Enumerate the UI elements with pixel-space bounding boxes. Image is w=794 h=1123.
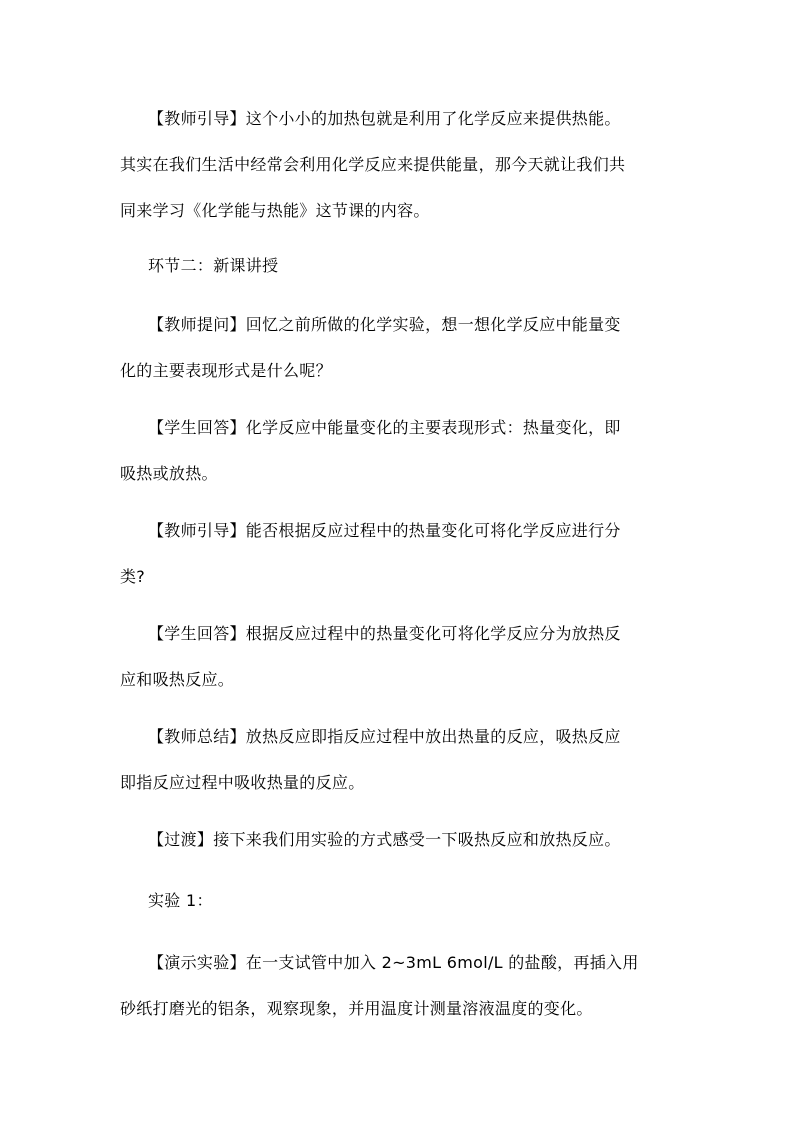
paragraph-teacher-summary [120, 714, 680, 806]
paragraph-transition [120, 817, 680, 863]
text-line: 【学生回答】化学反应中能量变化的主要表现形式：热量变化，即 [148, 418, 621, 437]
text-line: 环节二：新课讲授 [148, 256, 279, 275]
paragraph-teacher-guidance-2 [120, 508, 680, 600]
text-line: 即指反应过程中吸收热量的反应。 [120, 773, 365, 792]
text-line: 【演示实验】在一支试管中加入 2~3mL 6mol/L 的盐酸，再插入用 [148, 953, 639, 972]
text-line: 类? [120, 567, 146, 586]
section-heading-new-lesson [120, 243, 680, 289]
text-line: 吸热或放热。 [120, 464, 218, 483]
text-line: 实验 1： [148, 891, 213, 910]
text-line: 【教师总结】放热反应即指反应过程中放出热量的反应，吸热反应 [148, 727, 621, 746]
text-line: 【教师提问】回忆之前所做的化学实验，想一想化学反应中能量变 [148, 315, 621, 334]
text-line: 其实在我们生活中经常会利用化学反应来提供能量，那今天就让我们共 [120, 155, 626, 174]
text-line: 【教师引导】能否根据反应过程中的热量变化可将化学反应进行分 [148, 521, 621, 540]
paragraph-teacher-guidance-1 [120, 96, 680, 234]
text-line: 同来学习《化学能与热能》这节课的内容。 [120, 201, 430, 220]
text-line: 【学生回答】根据反应过程中的热量变化可将化学反应分为放热反 [148, 624, 621, 643]
text-line: 应和吸热反应。 [120, 670, 235, 689]
paragraph-teacher-question [120, 302, 680, 394]
paragraph-student-answer-1 [120, 405, 680, 497]
experiment-heading [120, 878, 680, 924]
text-line: 【过渡】接下来我们用实验的方式感受一下吸热反应和放热反应。 [148, 830, 621, 849]
text-line: 化的主要表现形式是什么呢？ [120, 361, 332, 380]
text-line: 砂纸打磨光的铝条，观察现象，并用温度计测量溶液温度的变化。 [120, 999, 593, 1018]
paragraph-demo-experiment [120, 940, 680, 1032]
paragraph-student-answer-2 [120, 611, 680, 703]
text-line: 【教师引导】这个小小的加热包就是利用了化学反应来提供热能。 [148, 109, 621, 128]
